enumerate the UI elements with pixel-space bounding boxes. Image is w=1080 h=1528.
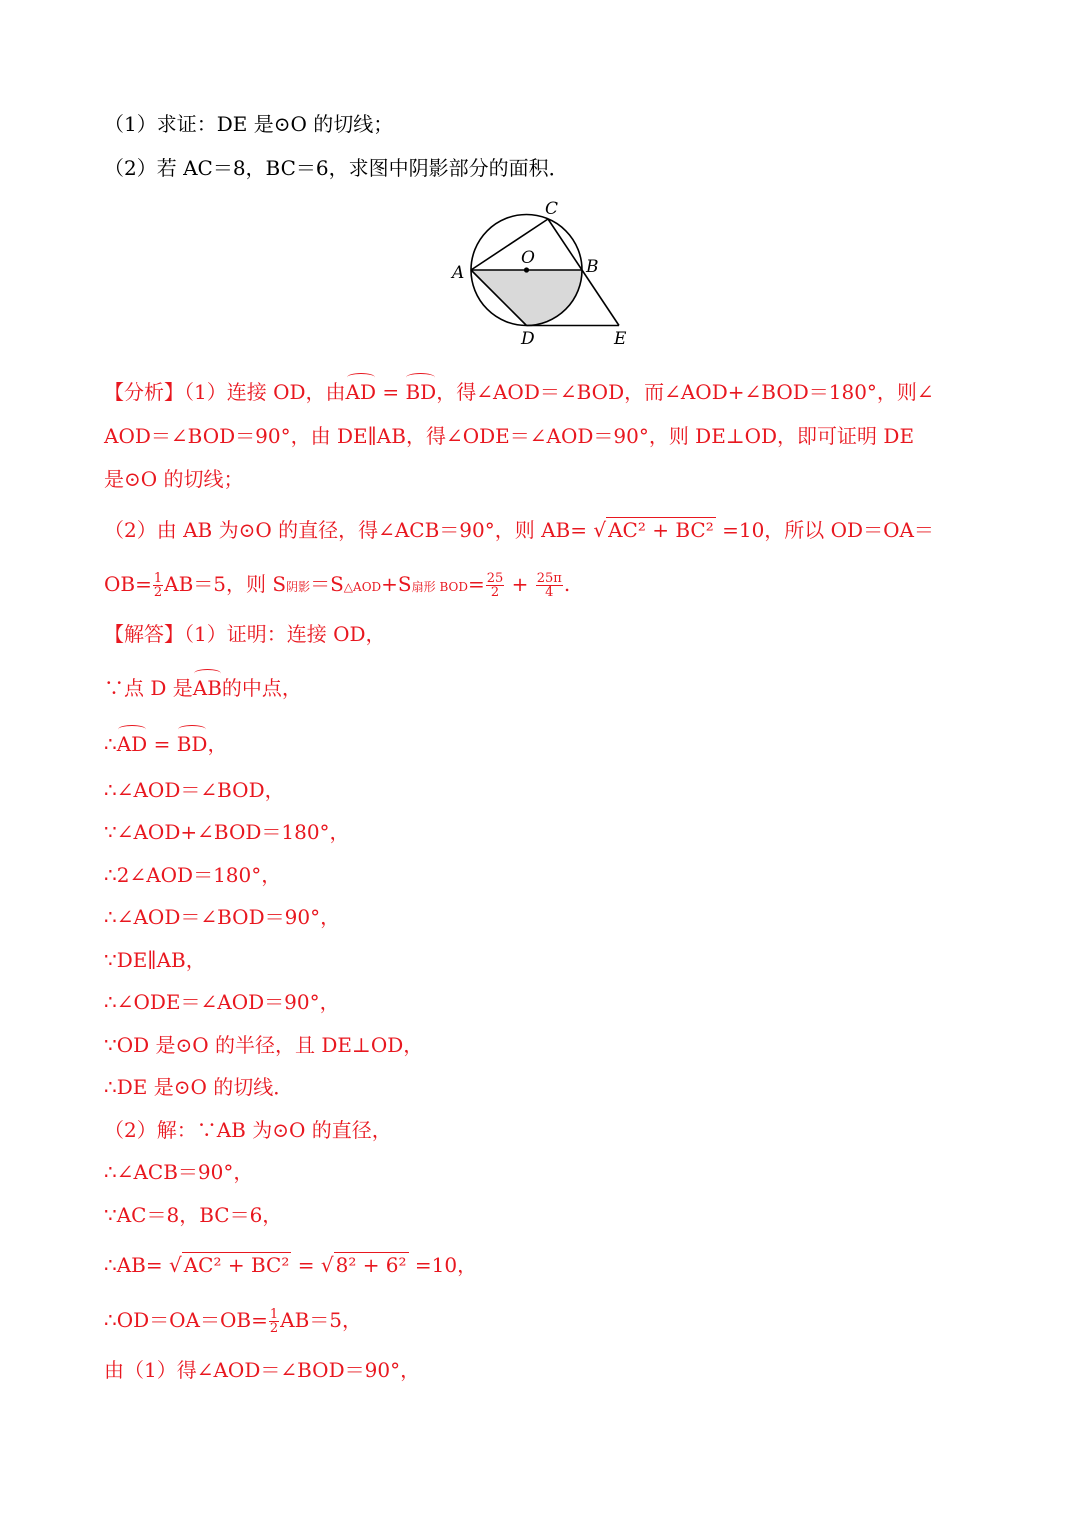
solution-line-10: ∵OD 是⊙O 的半径，且 DE⊥OD， bbox=[104, 1033, 424, 1057]
analysis-text: OB= bbox=[104, 572, 152, 596]
numerator: 25 bbox=[486, 571, 504, 586]
analysis-line-4 bbox=[104, 516, 934, 544]
segment-be bbox=[582, 270, 619, 326]
radicand: 8² + 6² bbox=[335, 1253, 407, 1277]
fraction-half bbox=[153, 572, 163, 599]
solution-text: ∵点 D 是 bbox=[104, 676, 193, 700]
arc-ab: AB bbox=[193, 670, 222, 702]
plus-sign: + bbox=[505, 572, 535, 596]
segment-ac bbox=[471, 219, 548, 270]
solution-line-3 bbox=[104, 726, 227, 758]
label-c: C bbox=[545, 199, 559, 219]
label-e: E bbox=[614, 329, 627, 349]
analysis-text: +S bbox=[381, 572, 412, 596]
solution-line-6: ∴2∠AOD＝180°， bbox=[104, 863, 282, 887]
solution-line-14: ∵AC＝8，BC＝6， bbox=[104, 1203, 283, 1227]
arc-bd: BD bbox=[177, 726, 208, 758]
solution-line-9: ∴∠ODE＝∠AOD＝90°， bbox=[104, 990, 340, 1014]
shaded-region bbox=[471, 270, 582, 326]
solution-line-11: ∴DE 是⊙O 的切线． bbox=[104, 1075, 294, 1099]
solution-line-5: ∵∠AOD+∠BOD＝180°， bbox=[104, 820, 350, 844]
solution-line-13: ∴∠ACB＝90°， bbox=[104, 1160, 254, 1184]
solution-text: 的中点， bbox=[221, 676, 302, 700]
numerator: 1 bbox=[269, 1307, 279, 1322]
solution-line-7: ∴∠AOD＝∠BOD＝90°， bbox=[104, 905, 341, 929]
solution-text: ∴AB= bbox=[104, 1253, 169, 1277]
solution-line-2 bbox=[104, 670, 302, 702]
solution-text: ∴ bbox=[104, 732, 117, 756]
label-a: A bbox=[452, 263, 465, 283]
label-b: B bbox=[586, 257, 599, 277]
sqrt-expression: √ AC² + BC² bbox=[593, 518, 714, 542]
equals-sign: = bbox=[291, 1253, 321, 1277]
subscript-shade: 阴影 bbox=[286, 580, 311, 594]
denominator: 2 bbox=[490, 585, 500, 600]
analysis-text: = bbox=[467, 572, 485, 596]
equals-sign: = bbox=[376, 380, 406, 404]
numerator: 1 bbox=[153, 571, 163, 586]
fraction-25-over-2 bbox=[486, 572, 505, 599]
solution-text: ∴OD＝OA＝OB= bbox=[104, 1308, 268, 1332]
solution-text: （1）证明：连接 OD， bbox=[184, 622, 386, 646]
analysis-line-3: 是⊙O 的切线； bbox=[104, 467, 244, 491]
question-part-1: （1）求证：DE 是⊙O 的切线； bbox=[104, 112, 394, 136]
analysis-text: ，得∠AOD＝∠BOD，而∠AOD+∠BOD＝180°，则∠ bbox=[436, 380, 934, 404]
solution-line-16 bbox=[104, 1306, 362, 1335]
equals-sign: = bbox=[147, 732, 177, 756]
label-d: D bbox=[521, 329, 535, 349]
segment-cb bbox=[548, 219, 582, 270]
arc-ad: AD bbox=[117, 726, 147, 758]
solution-line-17: 由（1）得∠AOD＝∠BOD＝90°， bbox=[104, 1358, 421, 1382]
fraction-half bbox=[269, 1308, 279, 1335]
denominator: 4 bbox=[545, 585, 554, 600]
question-part-2: （2）若 AC＝8，BC＝6，求图中阴影部分的面积． bbox=[104, 156, 569, 180]
analysis-text: （1）连接 OD，由 bbox=[184, 380, 346, 404]
subscript-sector: 扇形 BOD bbox=[411, 580, 468, 594]
analysis-line-5 bbox=[104, 570, 570, 601]
sqrt-expression: √ AC² + BC² bbox=[168, 1253, 290, 1277]
geometry-figure bbox=[440, 196, 640, 352]
solution-line-4: ∴∠AOD＝∠BOD， bbox=[104, 778, 285, 802]
radicand: AC² + BC² bbox=[608, 518, 714, 542]
arc-ad: AD bbox=[346, 374, 376, 406]
arc-bd: BD bbox=[405, 374, 436, 406]
analysis-line-2: AOD＝∠BOD＝90°，由 DE∥AB，得∠ODE＝∠AOD＝90°，则 DE⊥OD，即可证明 DE bbox=[104, 424, 915, 448]
denominator: 2 bbox=[269, 1321, 279, 1336]
sqrt-expression: √ 8² + 6² bbox=[320, 1253, 407, 1277]
radicand: AC² + BC² bbox=[183, 1253, 290, 1277]
analysis-line-1 bbox=[104, 374, 934, 406]
center-point-o bbox=[524, 267, 529, 272]
solution-line-12: （2）解：∵AB 为⊙O 的直径， bbox=[104, 1118, 392, 1142]
solution-text: ， bbox=[207, 732, 228, 756]
analysis-text: . bbox=[563, 572, 571, 596]
analysis-text: （2）由 AB 为⊙O 的直径，得∠ACB＝90°，则 AB= bbox=[104, 518, 594, 542]
fraction-25pi-over-4 bbox=[536, 572, 563, 599]
solution-text: =10， bbox=[408, 1253, 478, 1277]
analysis-text: =10，所以 OD＝OA＝ bbox=[715, 518, 934, 542]
solution-line-15 bbox=[104, 1251, 477, 1279]
solution-text: AB＝5， bbox=[280, 1308, 363, 1332]
solution-line-1 bbox=[104, 620, 386, 648]
numerator: 25π bbox=[536, 571, 562, 586]
subscript-triangle: △AOD bbox=[343, 580, 382, 594]
denominator: 2 bbox=[153, 585, 163, 600]
solution-line-8: ∵DE∥AB， bbox=[104, 948, 206, 972]
label-o: O bbox=[521, 248, 535, 268]
analysis-text: AB＝5，则 S bbox=[164, 572, 287, 596]
analysis-text: ＝S bbox=[310, 572, 344, 596]
analysis-tag: 【分析】 bbox=[104, 380, 184, 404]
solution-tag: 【解答】 bbox=[104, 622, 184, 646]
